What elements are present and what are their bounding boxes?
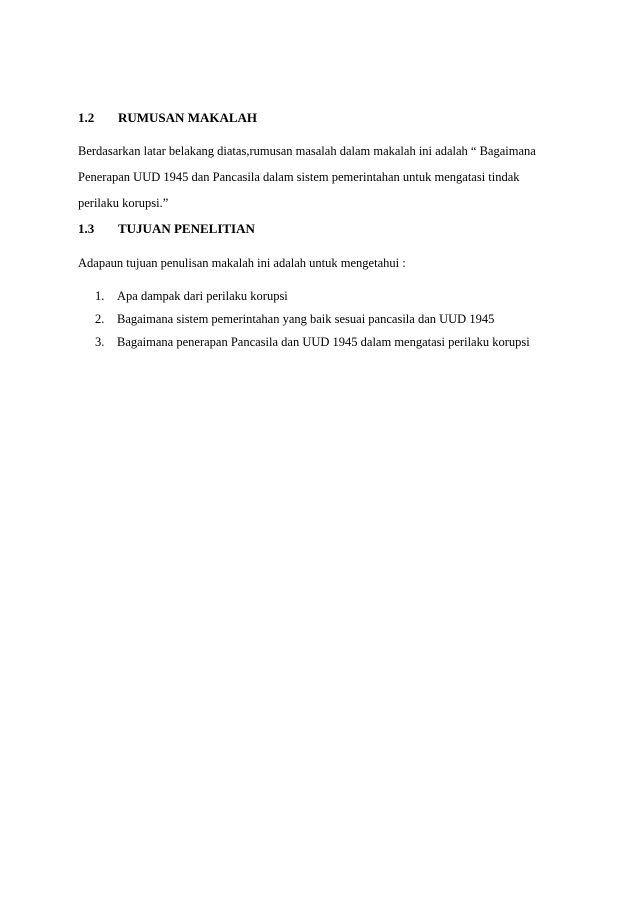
- section-number: 1.3: [78, 221, 95, 236]
- paragraph-line: Adapaun tujuan penulisan makalah ini adalah untuk mengetahui :: [78, 256, 406, 270]
- section-heading-1-3: [78, 221, 255, 237]
- list-item: [95, 285, 530, 308]
- paragraph-line: perilaku korupsi.”: [78, 196, 169, 210]
- section-number: 1.2: [78, 110, 95, 125]
- list-marker: 1.: [95, 289, 105, 303]
- list-marker: 2.: [95, 312, 105, 326]
- objectives-list: [95, 285, 530, 354]
- problem-statement-paragraph: [78, 138, 564, 216]
- list-item: [95, 331, 530, 354]
- objectives-intro-paragraph: [78, 250, 564, 276]
- paragraph-line: Penerapan UUD 1945 dan Pancasila dalam sistem pemerintahan untuk mengatasi tindak: [78, 170, 520, 184]
- section-title: RUMUSAN MAKALAH: [118, 110, 258, 125]
- list-marker: 3.: [95, 335, 105, 349]
- list-item-text: Apa dampak dari perilaku korupsi: [117, 289, 288, 303]
- paragraph-line: Berdasarkan latar belakang diatas,rumusan masalah dalam makalah ini adalah “ Bagaimana: [78, 144, 536, 158]
- section-title: TUJUAN PENELITIAN: [118, 221, 255, 236]
- list-item: [95, 308, 530, 331]
- section-heading-1-2: [78, 110, 257, 126]
- list-item-text: Bagaimana penerapan Pancasila dan UUD 1945 dalam mengatasi perilaku korupsi: [117, 335, 530, 349]
- list-item-text: Bagaimana sistem pemerintahan yang baik sesuai pancasila dan UUD 1945: [117, 312, 495, 326]
